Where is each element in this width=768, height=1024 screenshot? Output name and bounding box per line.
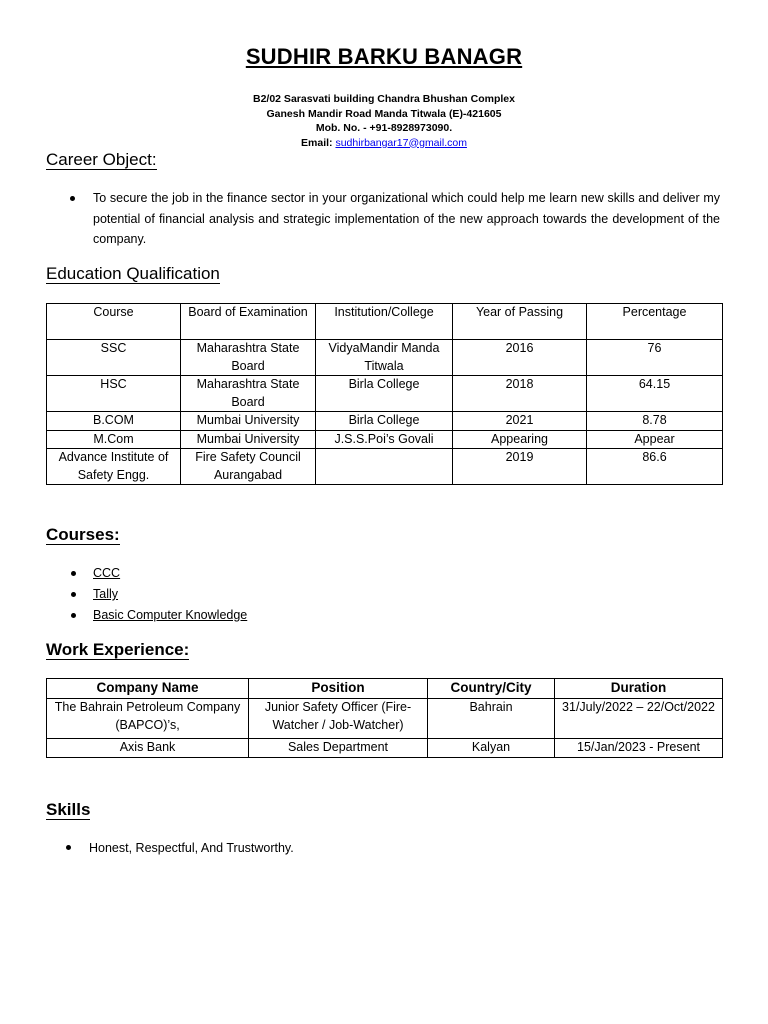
table-cell: J.S.S.Poi’s Govali	[316, 430, 453, 449]
table-cell: Birla College	[316, 412, 453, 431]
list-item	[93, 606, 493, 627]
table-cell: Maharashtra State Board	[181, 376, 316, 412]
table-row	[47, 449, 723, 485]
table-cell: Mumbai University	[181, 412, 316, 431]
table-cell: Sales Department	[249, 739, 428, 758]
column-header: Year of Passing	[453, 304, 587, 340]
course-link[interactable]: Basic Computer Knowledge	[93, 608, 248, 622]
table-cell: Mumbai University	[181, 430, 316, 449]
table-cell: Advance Institute of Safety Engg.	[47, 449, 181, 485]
table-cell: 64.15	[587, 376, 723, 412]
bullet-icon	[71, 613, 76, 618]
table-row	[47, 430, 723, 449]
courses-heading: Courses:	[46, 525, 120, 544]
table-cell: 86.6	[587, 449, 723, 485]
column-header: Institution/College	[316, 304, 453, 340]
education-heading: Education Qualification	[46, 264, 220, 283]
column-header: Duration	[555, 679, 723, 699]
table-cell: 2021	[453, 412, 587, 431]
table-cell: 2019	[453, 449, 587, 485]
column-header: Course	[47, 304, 181, 340]
table-cell: The Bahrain Petroleum Company (BAPCO)’s,	[47, 699, 249, 739]
table-cell: Fire Safety Council Aurangabad	[181, 449, 316, 485]
table-cell: 31/July/2022 – 22/Oct/2022	[555, 699, 723, 739]
education-table	[46, 303, 723, 485]
column-header: Position	[249, 679, 428, 699]
career-list	[93, 188, 720, 250]
table-row	[47, 699, 723, 739]
table-cell: 2016	[453, 340, 587, 376]
table-row	[47, 412, 723, 431]
list-item	[93, 585, 493, 606]
table-cell: M.Com	[47, 430, 181, 449]
skills-heading: Skills	[46, 800, 91, 819]
table-cell: VidyaMandir Manda Titwala	[316, 340, 453, 376]
table-cell: HSC	[47, 376, 181, 412]
courses-list	[93, 564, 493, 627]
table-cell: SSC	[47, 340, 181, 376]
table-cell: Appear	[587, 430, 723, 449]
bullet-icon	[66, 845, 71, 850]
list-item: Honest, Respectful, And Trustworthy.	[89, 839, 589, 857]
table-cell: 76	[587, 340, 723, 376]
email-link[interactable]: sudhirbangar17@gmail.com	[335, 136, 467, 149]
table-row	[47, 340, 723, 376]
table-cell: Junior Safety Officer (Fire-Watcher / Job-Watcher)	[249, 699, 428, 739]
bullet-icon	[71, 571, 76, 576]
table-row	[47, 739, 723, 758]
address-line-1: B2/02 Sarasvati building Chandra Bhushan Complex	[253, 93, 515, 105]
column-header: Company Name	[47, 679, 249, 699]
address-line-2: Ganesh Mandir Road Manda Titwala (E)-421605	[266, 107, 502, 120]
table-cell: 2018	[453, 376, 587, 412]
career-item: To secure the job in the finance sector in your organizational which could help me learn new skills and deliver my potential of financial analysis and strategic implementation of the new approach towards the development of the company.	[93, 188, 720, 250]
list-item	[93, 564, 493, 585]
table-cell: 15/Jan/2023 - Present	[555, 739, 723, 758]
table-cell: Appearing	[453, 430, 587, 449]
mobile-number: Mob. No. - +91-8928973090.	[315, 122, 453, 134]
email-line	[0, 136, 768, 151]
bullet-icon	[70, 196, 75, 201]
work-heading: Work Experience:	[46, 640, 190, 659]
table-cell: Birla College	[316, 376, 453, 412]
skills-list	[89, 839, 589, 857]
bullet-icon	[71, 592, 76, 597]
column-header: Board of Examination	[181, 304, 316, 340]
contact-block	[0, 92, 768, 150]
column-header: Percentage	[587, 304, 723, 340]
table-cell: 8.78	[587, 412, 723, 431]
column-header: Country/City	[428, 679, 555, 699]
email-label: Email:	[301, 136, 333, 149]
career-heading: Career Object:	[46, 150, 157, 169]
work-table	[46, 678, 723, 758]
education-header-row	[47, 304, 723, 340]
table-cell	[316, 449, 453, 485]
table-cell: Kalyan	[428, 739, 555, 758]
table-row	[47, 376, 723, 412]
course-link[interactable]: CCC	[93, 566, 121, 580]
table-cell: B.COM	[47, 412, 181, 431]
table-cell: Bahrain	[428, 699, 555, 739]
table-cell: Maharashtra State Board	[181, 340, 316, 376]
candidate-name: SUDHIR BARKU BANAGR	[245, 44, 523, 69]
course-link[interactable]: Tally	[93, 587, 119, 601]
table-cell: Axis Bank	[47, 739, 249, 758]
work-header-row	[47, 679, 723, 699]
